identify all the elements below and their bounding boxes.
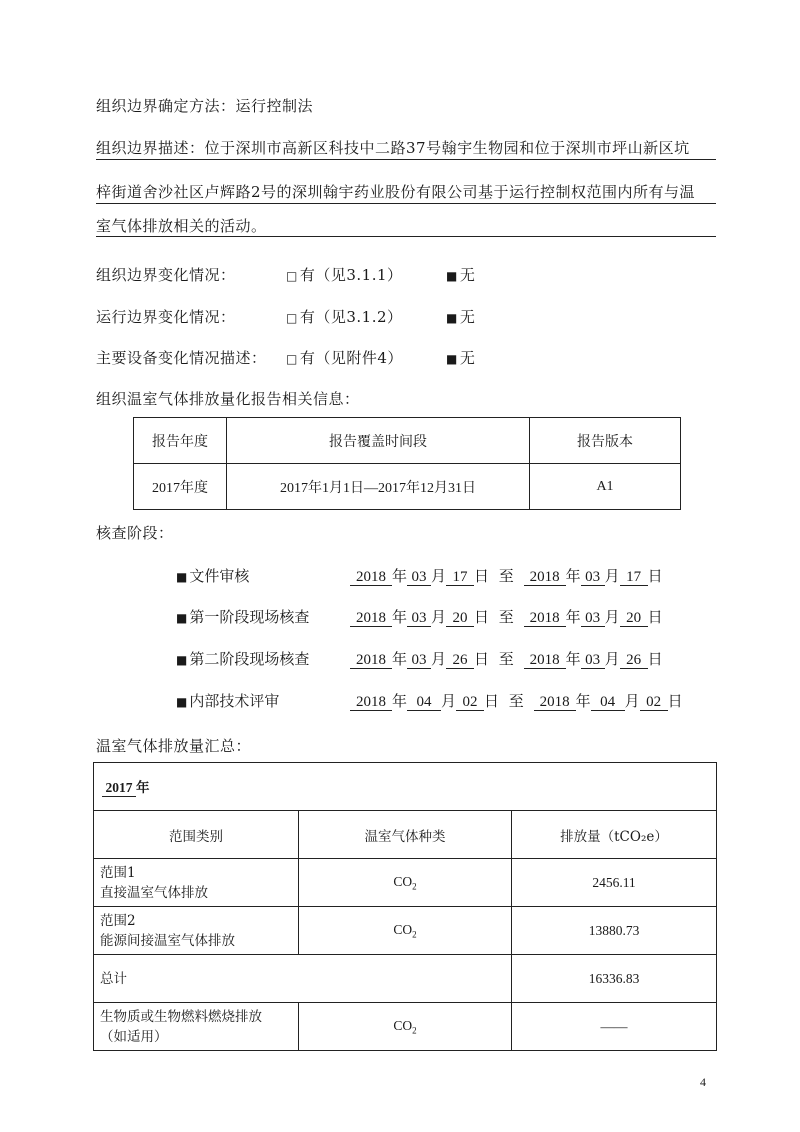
change-row-equipment: 主要设备变化情况描述： □ 有（见附件4） ■ 无: [96, 349, 476, 367]
total-value: 16336.83: [512, 955, 717, 1003]
underline: [96, 203, 716, 204]
checked-box-icon: ■: [446, 269, 458, 283]
scope-cell: 范围1 直接温室气体排放: [94, 859, 299, 907]
report-period-cell: 2017年1月1日—2017年12月31日: [227, 464, 530, 510]
unchecked-box-icon: □: [286, 352, 298, 366]
report-info-heading: 组织温室气体排放量化报告相关信息：: [96, 390, 360, 408]
report-info-table: [133, 417, 681, 510]
stage-dates: 2018 年 03 月 26 日 至 2018 年 03 月 26 日: [350, 648, 663, 669]
gas-cell: $CO_2$: [299, 859, 512, 907]
change-row-operation: 运行边界变化情况： □ 有（见3.1.2） ■ 无: [96, 308, 476, 326]
stage-dates: 2018 年 03 月 20 日 至 2018 年 03 月 20 日: [350, 606, 663, 627]
emission-value: 2456.11: [512, 859, 717, 907]
emission-value: ——: [512, 1003, 717, 1051]
stage-internal-review: ■ 内部技术评审: [176, 692, 280, 710]
gas-cell: $CO_2$: [299, 1003, 512, 1051]
underline: [96, 236, 716, 237]
org-boundary-desc-line1: 组织边界描述：位于深圳市高新区科技中二路37号翰宇生物园和位于深圳市坪山新区坑: [96, 139, 690, 157]
checked-box-icon: ■: [446, 352, 458, 366]
scope-cell: 生物质或生物燃料燃烧排放 （如适用）: [94, 1003, 299, 1051]
stage-dates: 2018 年 04 月 02 日 至 2018 年 04 月 02 日: [350, 690, 683, 711]
page-number: 4: [700, 1075, 706, 1089]
report-period-header: 报告覆盖时间段: [227, 418, 530, 464]
stage-dates: 2018 年 03 月 17 日 至 2018 年 03 月 17 日: [350, 565, 663, 586]
report-version-header: 报告版本: [530, 418, 681, 464]
verification-heading: 核查阶段：: [96, 524, 174, 542]
table-row: [94, 859, 717, 907]
report-year-cell: 2017年度: [134, 464, 227, 510]
org-boundary-desc-line2: 梓街道舍沙社区卢辉路2号的深圳翰宇药业股份有限公司基于运行控制权范围内所有与温: [96, 183, 696, 201]
gas-header: 温室气体种类: [299, 811, 512, 859]
emissions-summary-table: [93, 762, 717, 1051]
checked-box-icon: ■: [176, 611, 188, 625]
summary-year-cell: 2017 年: [94, 763, 717, 811]
unchecked-box-icon: □: [286, 269, 298, 283]
total-label: 总计: [94, 955, 512, 1003]
underline: [96, 159, 716, 160]
stage-second-onsite: ■ 第二阶段现场核查: [176, 650, 310, 668]
total-row: [94, 955, 717, 1003]
scope-cell: 范围2 能源间接温室气体排放: [94, 907, 299, 955]
org-boundary-desc-line3: 室气体排放相关的活动。: [96, 217, 267, 235]
gas-cell: $CO_2$: [299, 907, 512, 955]
checked-box-icon: ■: [176, 653, 188, 667]
stage-document-review: ■ 文件审核: [176, 567, 250, 585]
summary-heading: 温室气体排放量汇总：: [96, 737, 252, 755]
checked-box-icon: ■: [176, 570, 188, 584]
checked-box-icon: ■: [176, 695, 188, 709]
scope-header: 范围类别: [94, 811, 299, 859]
emission-value: 13880.73: [512, 907, 717, 955]
report-year-header: 报告年度: [134, 418, 227, 464]
table-row: [94, 907, 717, 955]
report-version-cell: A1: [530, 464, 681, 510]
table-row: [94, 1003, 717, 1051]
org-boundary-method: 组织边界确定方法：运行控制法: [96, 97, 314, 115]
change-row-org: 组织边界变化情况： □ 有（见3.1.1） ■ 无: [96, 266, 476, 284]
unchecked-box-icon: □: [286, 311, 298, 325]
stage-first-onsite: ■ 第一阶段现场核查: [176, 608, 310, 626]
checked-box-icon: ■: [446, 311, 458, 325]
emission-header: 排放量（tCO₂e）: [512, 811, 717, 859]
